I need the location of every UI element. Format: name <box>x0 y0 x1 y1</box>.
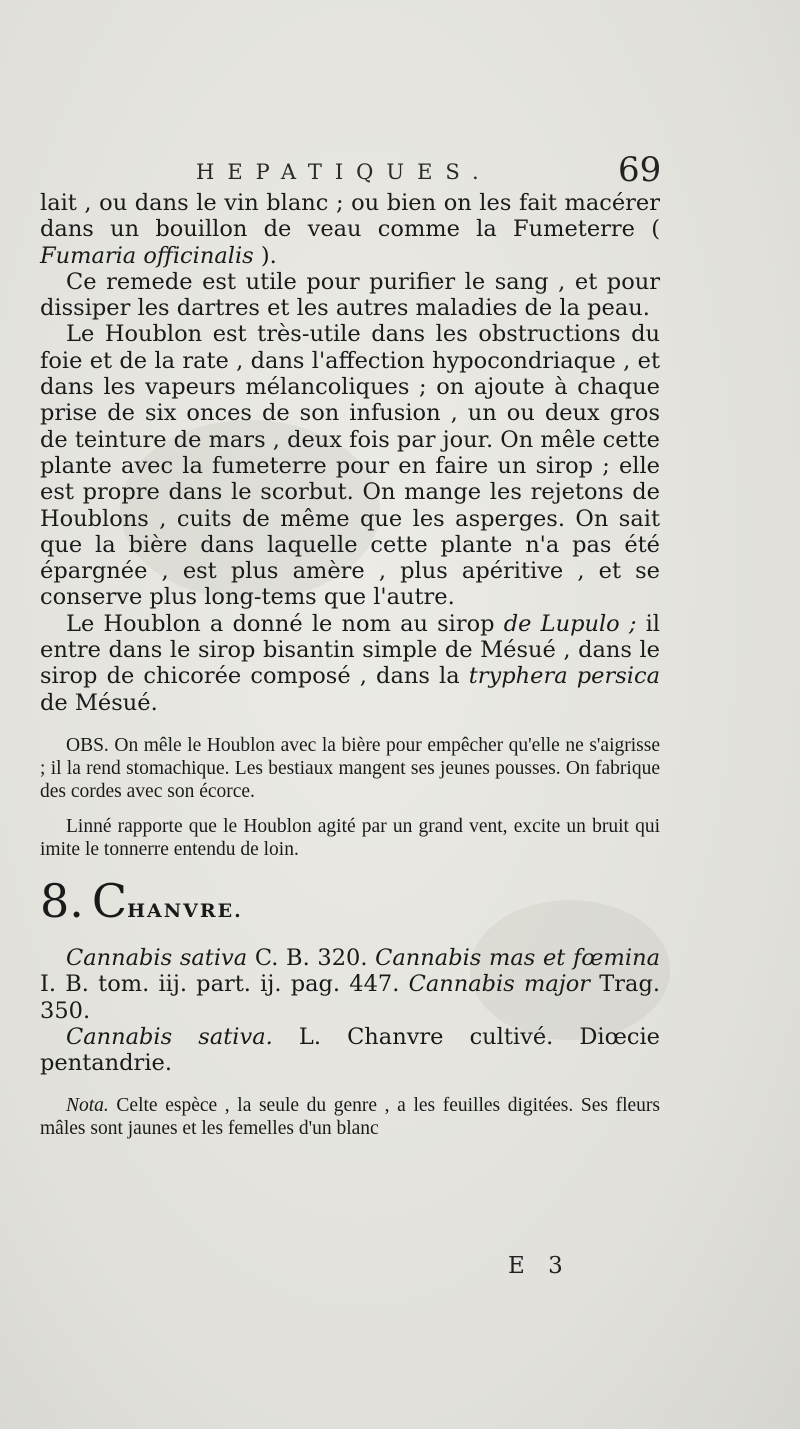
paragraph-4-text: il entre dans le sirop bisantin simple de Mésué , dans le sirop de chicorée composé , dans la <box>40 610 661 690</box>
reference-text: I. B. tom. iij. part. ij. pag. 447. <box>40 971 409 998</box>
paragraph-1-text: lait , ou dans le vin blanc ; ou bien on les fait macérer dans un bouillon de veau comme la Fumeterre ( <box>40 190 660 243</box>
synonyms-2 <box>40 1024 660 1077</box>
latin-name: tryphera persica <box>468 663 660 690</box>
section-initial: C <box>91 873 128 928</box>
section-title-rest: HANVRE. <box>127 899 243 922</box>
section-number: 8. <box>40 873 84 928</box>
paragraph-4-text: de Mésué. <box>40 689 158 716</box>
latin-name: Cannabis major <box>408 971 591 998</box>
paragraph-1 <box>40 190 660 269</box>
reference-text: Trag. 350. <box>40 971 660 1024</box>
running-head: HEPATIQUES. <box>196 160 492 184</box>
latin-name: Fumaria officinalis <box>40 242 254 269</box>
latin-name: Cannabis sativa. <box>66 1023 273 1050</box>
observation-note: OBS. On mêle le Houblon avec la bière pour empêcher qu'elle ne s'aigrisse ; il la rend stomachique. Les bestiaux mangent ses jeunes pousses. On fabrique des cordes avec son écorce. <box>40 734 660 802</box>
paragraph-2: Ce remede est utile pour purifier le sang , et pour dissiper les dartres et les autres maladies de la peau. <box>40 268 660 322</box>
paragraph-4 <box>40 611 660 716</box>
reference-text: C. B. 320. <box>247 944 376 971</box>
latin-name: de Lupulo ; <box>503 610 637 637</box>
paragraph-3: Le Houblon est très-utile dans les obstructions du foie et de la rate , dans l'affection hypocondriaque , et dans les vapeurs mélancoliques ; on ajoute à chaque prise de six onces de son infusion , un ou deux gros de teinture de mars , deux fois par jour. On mêle cette plante avec la fumeterre pour en faire un sirop ; elle est propre dans le scorbut. On mange les rejetons de Houblons , cuits de même que les asperges. On sait que la bière dans laquelle cette plante n'a pas été épargnée , est plus amère , plus apéritive , et se conserve plus long-tems que l'autre. <box>40 321 660 611</box>
synonyms-1 <box>40 945 660 1024</box>
page-number: 69 <box>618 150 662 190</box>
nota-text: Celte espèce , la seule du genre , a les feuilles digitées. Ses fleurs mâles sont jaunes et les femelles d'un blanc <box>40 1095 660 1140</box>
page-body <box>40 190 660 1140</box>
nota-paragraph <box>40 1094 660 1140</box>
latin-name: Cannabis sativa <box>66 944 248 971</box>
reference-text: L. Chanvre cultivé. Diœcie pentandrie. <box>40 1023 660 1077</box>
signature-mark: E 3 <box>508 1253 571 1279</box>
paragraph-1-end: ). <box>253 242 277 269</box>
linne-note: Linné rapporte que le Houblon agité par un grand vent, excite un bruit qui imite le tonnerre entendu de loin. <box>40 815 660 860</box>
section-heading <box>40 873 660 935</box>
nota-label: Nota. <box>66 1095 109 1117</box>
paragraph-4-text: Le Houblon a donné le nom au sirop <box>66 610 504 637</box>
latin-name: Cannabis mas et fœmina <box>375 944 660 971</box>
